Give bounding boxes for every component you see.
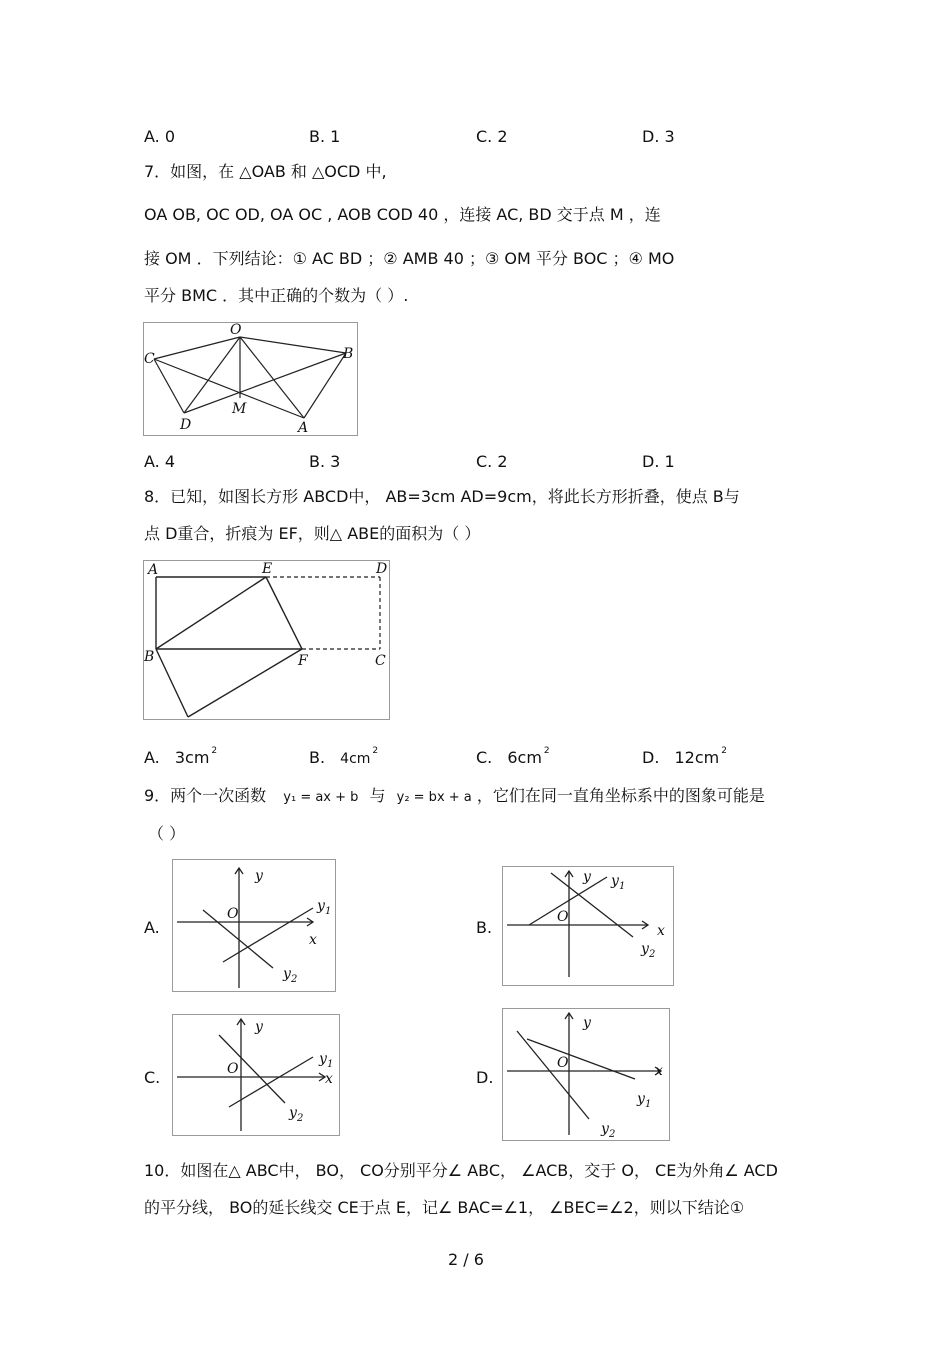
q7-figure bbox=[143, 322, 358, 436]
q8-option-b-value: 4cm $^2$ bbox=[340, 746, 379, 767]
q8-option-b-letter: B. bbox=[309, 748, 326, 767]
q9-c-label-y: y bbox=[255, 1019, 263, 1035]
q7-line1: 7．如图，在 △OAB 和 △OCD 中, bbox=[144, 162, 387, 181]
q9-c-label-y1: y bbox=[319, 1051, 327, 1067]
q8-option-c bbox=[476, 746, 550, 767]
q9-a-label-y2-sub: 2 bbox=[291, 974, 298, 985]
q9-option-c-letter: C. bbox=[144, 1068, 161, 1087]
q9-a-label-y1-sub: 1 bbox=[325, 906, 332, 917]
q6-option-d: D. 3 bbox=[642, 127, 675, 146]
q7-line4: 平分 BMC ．其中正确的个数为（ ）. bbox=[144, 286, 409, 305]
q8-label-b: B bbox=[144, 649, 155, 665]
q7-label-o: O bbox=[230, 323, 242, 338]
q8-line2: 点 D重合，折痕为 EF，则△ ABE的面积为（ ） bbox=[144, 524, 481, 543]
q9-prefix: 9．两个一次函数 bbox=[144, 786, 267, 805]
q9-d-label-o: O bbox=[557, 1055, 569, 1071]
q9-c-label-y2-sub: 2 bbox=[297, 1113, 304, 1124]
q9-c-label-y1-sub: 1 bbox=[327, 1059, 334, 1070]
q9-a-label-o: O bbox=[227, 906, 239, 922]
q9-b-label-x: x bbox=[657, 923, 665, 939]
page-number: 2 / 6 bbox=[448, 1250, 484, 1269]
q7-label-a: A bbox=[298, 420, 309, 435]
q9-c-label-x: x bbox=[325, 1071, 333, 1087]
q7-option-d: D. 1 bbox=[642, 452, 675, 471]
q9-b-label-o: O bbox=[557, 909, 569, 925]
q7-label-d: D bbox=[180, 417, 192, 433]
q9-answer-paren: （ ） bbox=[148, 824, 186, 843]
q8-label-c: C bbox=[375, 653, 386, 669]
q9-d-label-y1: y bbox=[637, 1091, 645, 1107]
q9-d-label-x: x bbox=[655, 1063, 663, 1079]
q9-b-label-y1-sub: 1 bbox=[619, 881, 626, 892]
q9-suffix: ，它们在同一直角坐标系中的图象可能是 bbox=[476, 786, 765, 805]
q8-option-d bbox=[642, 746, 727, 767]
q7-option-c: C. 2 bbox=[476, 452, 508, 471]
q8-option-d-letter: D. bbox=[642, 748, 660, 767]
q9-d-label-y1-sub: 1 bbox=[645, 1099, 652, 1110]
q8-option-d-value: 12cm $^2$ bbox=[674, 746, 727, 767]
q8-label-a: A bbox=[148, 562, 159, 578]
q9-option-b-letter: B. bbox=[476, 918, 493, 937]
q9-a-label-x: x bbox=[309, 932, 317, 948]
q8-figure bbox=[143, 560, 390, 720]
q9-d-label-y2-sub: 2 bbox=[609, 1129, 616, 1140]
q9-graph-d bbox=[502, 1008, 670, 1141]
q9-line1 bbox=[144, 788, 765, 804]
q9-graph-c bbox=[172, 1014, 340, 1136]
q6-option-a: A. 0 bbox=[144, 127, 176, 146]
q9-c-label-y2: y bbox=[289, 1105, 297, 1121]
q9-graph-a bbox=[172, 859, 336, 992]
q9-b-label-y2: y bbox=[641, 941, 649, 957]
q8-label-d: D bbox=[376, 561, 388, 577]
q8-option-a-letter: A. bbox=[144, 748, 160, 767]
q9-option-d-letter: D. bbox=[476, 1068, 494, 1087]
q8-option-c-value: 6cm $^2$ bbox=[507, 746, 550, 767]
q8-option-a-value: 3cm $^2$ bbox=[174, 746, 218, 767]
q7-label-m: M bbox=[232, 401, 247, 417]
q9-d-label-y: y bbox=[583, 1015, 591, 1031]
q8-label-e: E bbox=[262, 561, 273, 577]
q9-c-label-o: O bbox=[227, 1061, 239, 1077]
q9-b-label-y: y bbox=[583, 869, 591, 885]
q10-line2: 的平分线， BO的延长线交 CE于点 E，记∠ BAC=∠1， ∠BEC=∠2，则以下结论① bbox=[144, 1198, 745, 1217]
q8-option-b bbox=[309, 746, 378, 767]
q7-line3: 接 OM ．下列结论：① AC BD ；② AMB 40 ；③ OM 平分 BOC ；④ MO bbox=[144, 249, 675, 268]
q9-function-1: y₁ = ax + b bbox=[283, 790, 359, 805]
q6-option-b: B. 1 bbox=[309, 127, 341, 146]
q8-option-c-letter: C. bbox=[476, 748, 493, 767]
q7-label-c: C bbox=[144, 351, 155, 367]
q9-function-2: y₂ = bx + a bbox=[396, 790, 472, 805]
q9-b-label-y2-sub: 2 bbox=[649, 949, 656, 960]
q8-label-f: F bbox=[298, 653, 308, 669]
q9-a-label-y2: y bbox=[283, 966, 291, 982]
q9-a-label-y1: y bbox=[317, 898, 325, 914]
q9-mid: 与 bbox=[369, 786, 386, 805]
q9-graph-b bbox=[502, 866, 674, 986]
q7-line2: OA OB, OC OD, OA OC , AOB COD 40 ，连接 AC, BD 交于点 M ，连 bbox=[144, 205, 661, 224]
q6-option-c: C. 2 bbox=[476, 127, 508, 146]
q9-b-label-y1: y bbox=[611, 873, 619, 889]
q7-label-b: B bbox=[343, 346, 354, 362]
q8-option-a bbox=[144, 746, 217, 767]
q9-a-label-y: y bbox=[255, 868, 263, 884]
q9-d-label-y2: y bbox=[601, 1121, 609, 1137]
q7-option-b: B. 3 bbox=[309, 452, 341, 471]
q10-line1: 10．如图在△ ABC中， BO， CO分别平分∠ ABC， ∠ACB，交于 O， CE为外角∠ ACD bbox=[144, 1161, 778, 1180]
q8-line1: 8．已知，如图长方形 ABCD中， AB=3cm AD=9cm，将此长方形折叠，使点 B与 bbox=[144, 487, 740, 506]
q9-option-a-letter: A. bbox=[144, 918, 160, 937]
q7-option-a: A. 4 bbox=[144, 452, 176, 471]
